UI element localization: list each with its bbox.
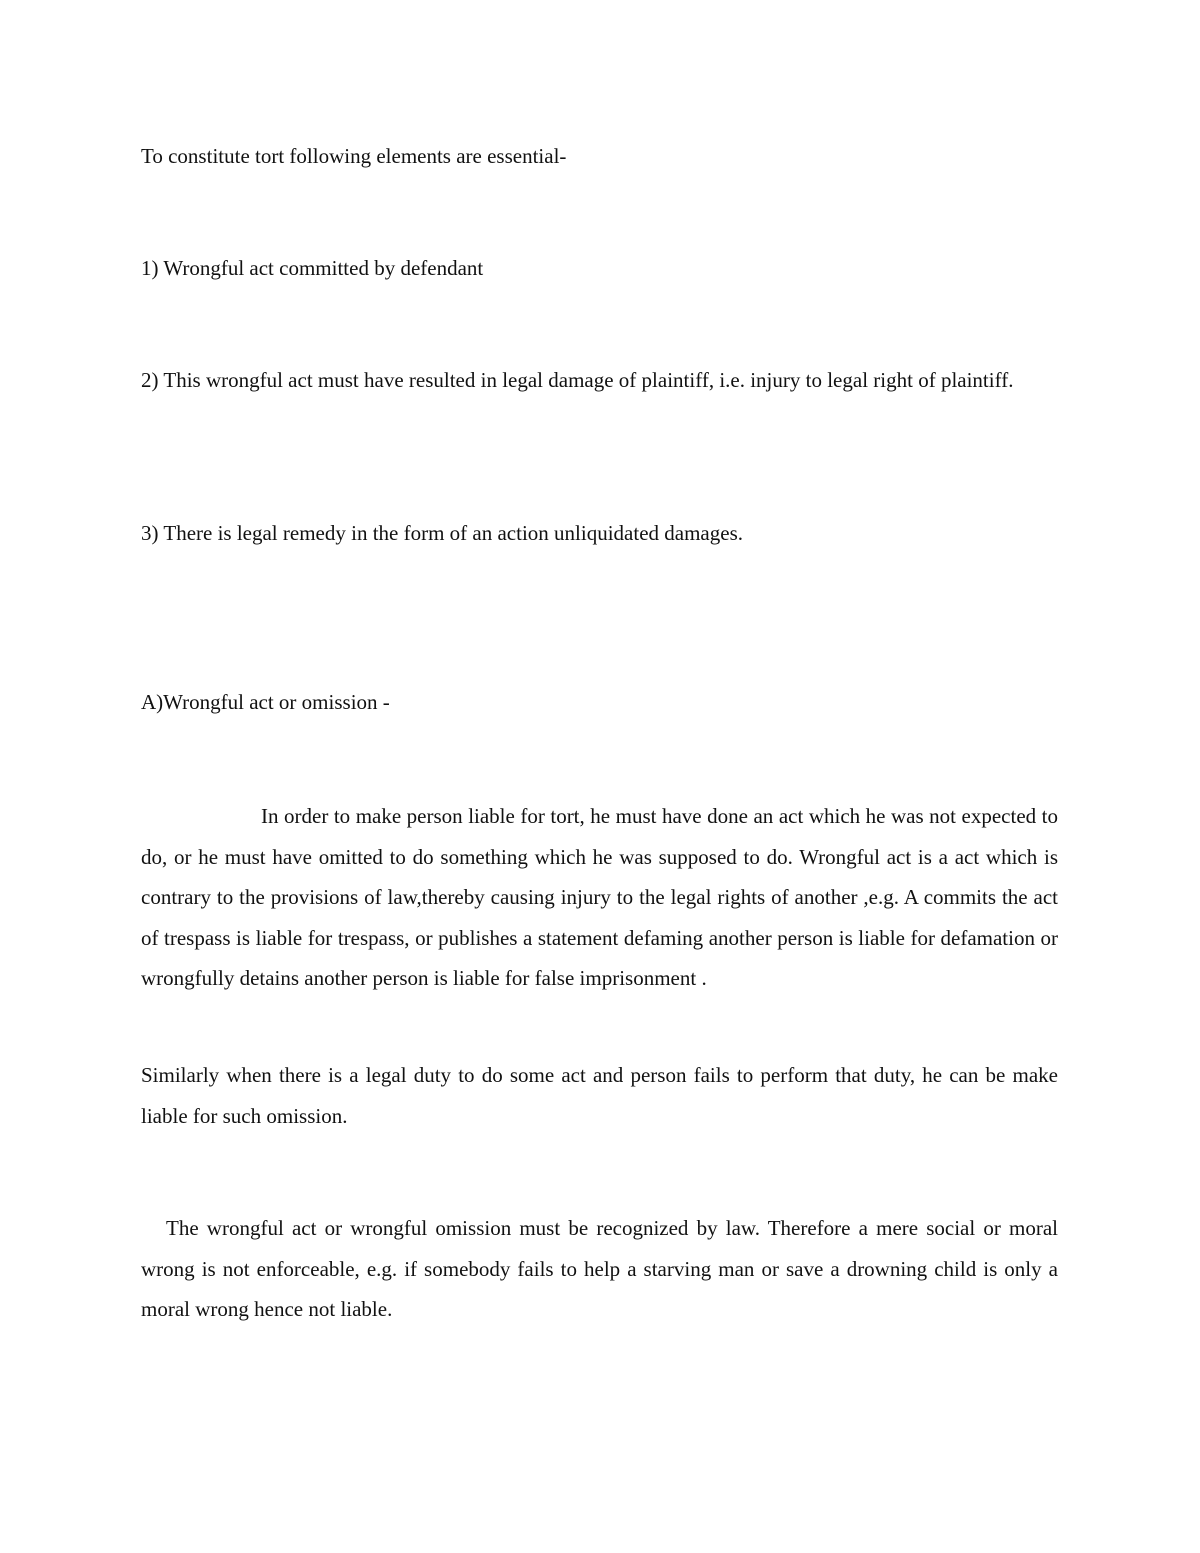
section-a-paragraph-2: Similarly when there is a legal duty to do some act and person fails to perform that duty, he can be make liable for such omission.	[141, 1063, 1058, 1128]
element-item-2: 2) This wrongful act must have resulted in legal damage of plaintiff, i.e. injury to legal right of plaintiff.	[141, 368, 1014, 392]
element-item-1: 1) Wrongful act committed by defendant	[141, 256, 484, 280]
section-a-paragraph-1: In order to make person liable for tort, he must have done an act which he was not expected to do, or he must have omitted to do something which he was supposed to do. Wrongful act is a act which is contrary to the provisions of law,thereby causing injury to the legal rights of another ,e.g. A commits the act of trespass is liable for trespass, or publishes a statement defaming another person is liable for defamation or wrongfully detains another person is liable for false imprisonment .	[141, 804, 1058, 990]
intro-text: To constitute tort following elements are essential-	[141, 144, 567, 168]
element-item-3: 3) There is legal remedy in the form of an action unliquidated damages.	[141, 521, 743, 545]
section-a-paragraph-3: The wrongful act or wrongful omission must be recognized by law. Therefore a mere social or moral wrong is not enforceable, e.g. if somebody fails to help a starving man or save a drowning child is only a moral wrong hence not liable.	[141, 1216, 1058, 1321]
section-a-heading: A)Wrongful act or omission -	[141, 690, 390, 714]
